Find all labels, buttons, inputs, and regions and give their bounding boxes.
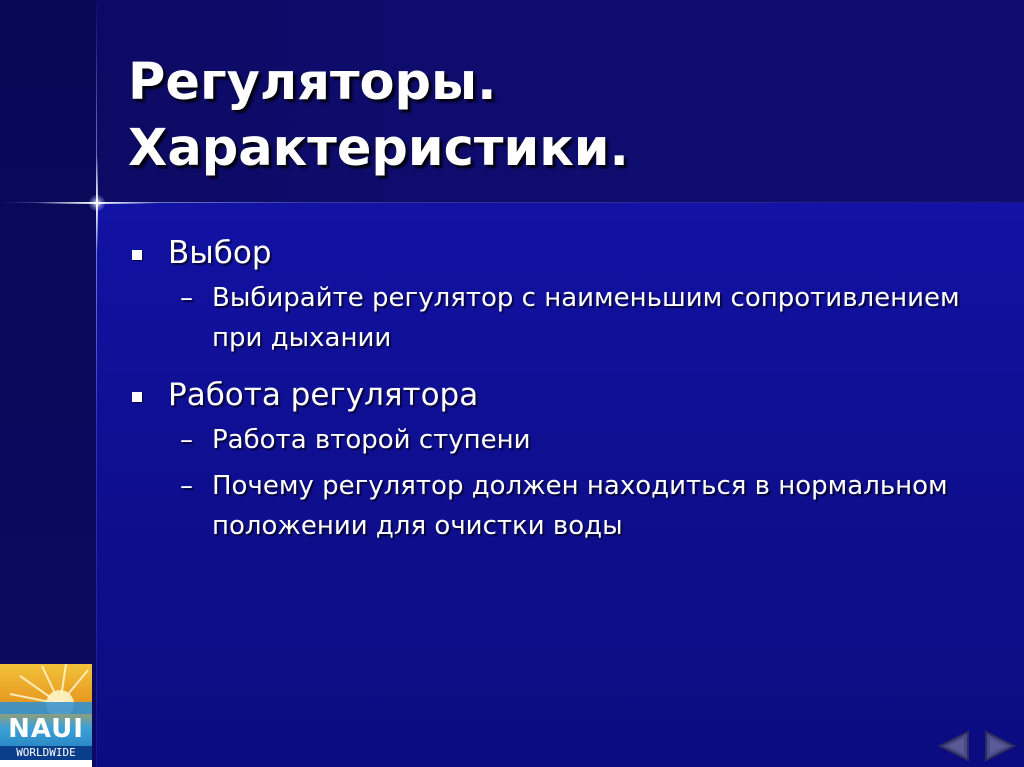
sub-bullet-item	[128, 466, 988, 546]
dash-bullet: –	[180, 425, 193, 455]
bullet-item	[128, 370, 988, 546]
left-band	[0, 0, 96, 767]
slide-title-line-1: Регуляторы.	[128, 53, 497, 112]
sub-bullet-text: Работа второй ступени	[212, 425, 531, 455]
naui-logo	[0, 664, 92, 767]
sun-rays-icon	[0, 664, 92, 714]
slide-title	[128, 50, 988, 182]
square-bullet-icon	[132, 392, 142, 402]
logo-text: NAUI	[8, 714, 84, 744]
divider-vertical	[96, 0, 97, 767]
dash-bullet: –	[180, 283, 193, 313]
sub-bullet-text: Почему регулятор должен находиться в нормальном положении для очистки воды	[212, 471, 948, 541]
sub-bullet-item	[128, 278, 988, 358]
sub-bullet-item	[128, 420, 988, 460]
logo-base-strip	[0, 760, 92, 767]
bullet-item	[128, 228, 988, 358]
sub-bullet-text: Выбирайте регулятор с наименьшим сопротивлением при дыхании	[212, 283, 960, 353]
slide-title-line-2: Характеристики.	[128, 119, 629, 178]
dash-bullet: –	[180, 471, 193, 501]
previous-slide-button[interactable]	[934, 728, 974, 764]
next-slide-button[interactable]	[980, 728, 1020, 764]
bullet-text: Выбор	[168, 235, 272, 271]
bullet-list	[128, 228, 988, 546]
next-slide-icon	[980, 728, 1020, 764]
bullet-text: Работа регулятора	[168, 377, 479, 413]
previous-slide-icon	[934, 728, 974, 764]
logo-subtitle: WORLDWIDE	[0, 746, 92, 760]
square-bullet-icon	[132, 250, 142, 260]
